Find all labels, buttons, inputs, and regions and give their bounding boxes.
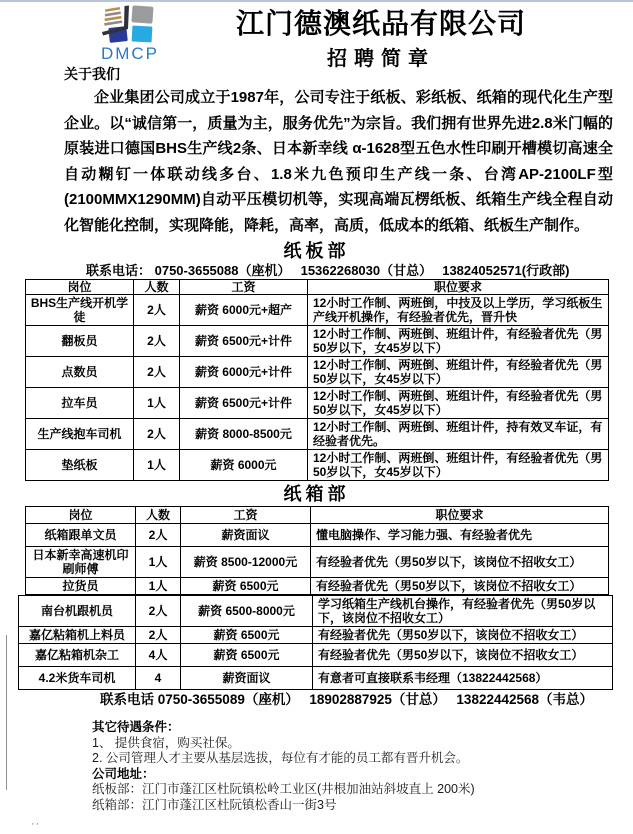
table-header-row (26, 507, 609, 524)
job-position-cell: 垫纸板 (26, 450, 134, 481)
job-wage-cell: 薪资 6000元 (180, 450, 308, 481)
col-header-count: 人数 (134, 280, 180, 295)
job-count-cell: 2人 (136, 627, 181, 644)
job-wage-cell: 薪资面议 (181, 667, 313, 690)
job-wage-cell: 薪资 8500-12000元 (181, 547, 311, 578)
job-count-cell: 4 (136, 667, 181, 690)
col-header-requirements: 职位要求 (311, 507, 609, 524)
company-logo (70, 4, 190, 62)
job-requirements-cell: 12小时工作制、两班倒、班组计件，有经验者优先（男50岁以下，女45岁以下） (308, 388, 609, 419)
job-row (26, 295, 609, 326)
logo-wordmark: DMCP (100, 44, 160, 63)
job-requirements-cell: 有经验者优先（男50岁以下，该岗位不招收女工） (311, 578, 609, 595)
job-count-cell: 2人 (136, 524, 181, 547)
logo-icon (96, 4, 164, 46)
paperboard-heading: 纸板部 (283, 241, 350, 261)
about-paragraph: 企业集团公司成立于1987年，公司专注于纸板、彩纸板、纸箱的现代化生产型企业。以“诚信第一，质量为主，服务优先”为宗旨。我们拥有世界先进2.8米门幅的原装进口德国BHS生产线2条、日本新幸线 α-1628型五色水性印刷开槽模切高速全自动糊钉一体联动线多台、1.8米九色预印生产线一条、台湾AP-2100LF型(2100MMX1290MM)自动平压模切机等，实现高端瓦楞纸板、纸箱生产线全程自动化智能化控制，实现降能，降耗，高率，高质，低成本的纸箱、纸板生产制作。 (64, 89, 613, 234)
col-header-wage: 工资 (181, 507, 311, 524)
job-row (26, 450, 609, 481)
job-requirements-cell: 12小时工作制、两班倒、班组计件，有经验者优先（男50岁以下，女45岁以下） (308, 450, 609, 481)
company-title: 江门德澳纸品有限公司 (235, 8, 526, 39)
job-count-cell: 2人 (136, 596, 181, 627)
about-heading: 关于我们 (64, 66, 120, 82)
paperboard-table (25, 279, 609, 481)
job-row (26, 326, 609, 357)
job-row (26, 388, 609, 419)
title-block (190, 4, 572, 70)
job-wage-cell: 薪资 6500元+计件 (180, 326, 308, 357)
document-header (0, 2, 633, 70)
job-row (26, 419, 609, 450)
benefit-item: 1、 提供食宿，购买社保。 (92, 735, 240, 750)
address-item: 纸板部：江门市蓬江区杜阮镇松岭工业区(井根加油站斜坡直上 200米) (92, 782, 475, 796)
col-header-wage: 工资 (180, 280, 308, 295)
job-row (19, 627, 613, 644)
job-requirements-cell: 学习纸箱生产线机台操作，有经验者优先（男50岁以下，该岗位不招收女工） (313, 596, 613, 627)
job-position-cell: 日本新幸高速机印刷师傅 (26, 547, 136, 578)
job-count-cell: 1人 (136, 547, 181, 578)
job-row (26, 547, 609, 578)
col-header-position: 岗位 (26, 507, 136, 524)
benefits-heading: 其它待遇条件： (92, 720, 180, 734)
job-position-cell: BHS生产线开机学徒 (26, 295, 134, 326)
table-header-row (26, 280, 609, 295)
job-position-cell: 翻板员 (26, 326, 134, 357)
job-position-cell: 拉货员 (26, 578, 136, 595)
document-subtitle: 招聘简章 (327, 48, 435, 70)
col-header-count: 人数 (136, 507, 181, 524)
job-wage-cell: 薪资 6000元+超产 (180, 295, 308, 326)
job-row (26, 578, 609, 595)
address-item: 纸箱部：江门市蓬江区杜阮镇松香山一街3号 (92, 797, 337, 812)
job-row (19, 667, 613, 690)
job-count-cell: 2人 (134, 419, 180, 450)
job-requirements-cell: 12小时工作制、两班倒、班组计件，有经验者优先（男50岁以下，女45岁以下） (308, 326, 609, 357)
carton-table-upper (25, 506, 609, 595)
job-requirements-cell: 12小时工作制、两班倒，中技及以上学历，学习纸板生产线开机操作，有经验者优先，晋升快 (308, 295, 609, 326)
job-requirements-cell: 有意者可直接联系韦经理（13822442568） (313, 667, 613, 690)
job-count-cell: 4人 (136, 644, 181, 667)
job-position-cell: 生产线抱车司机 (26, 419, 134, 450)
job-requirements-cell: 有经验者优先（男50岁以下，该岗位不招收女工） (313, 644, 613, 667)
job-wage-cell: 薪资面议 (181, 524, 311, 547)
carton-contact-line: 联系电话 0750-3655089（座机） 18902887925（甘总） 13822442568（韦总） (100, 692, 594, 707)
job-position-cell: 点数员 (26, 357, 134, 388)
footer-block (92, 720, 633, 813)
job-wage-cell: 薪资 6500-8000元 (181, 596, 313, 627)
job-row (19, 596, 613, 627)
job-wage-cell: 薪资 8000-8500元 (180, 419, 308, 450)
job-requirements-cell: 12小时工作制、两班倒、班组计件，持有效叉车证，有经验者优先。 (308, 419, 609, 450)
paperboard-contact-line: 联系电话： 0750-3655088（座机） 15362268030（甘总） 13824052571(行政部) (86, 263, 570, 278)
page-edge-rule (6, 635, 7, 790)
job-row (19, 644, 613, 667)
job-position-cell: 纸箱跟单文员 (26, 524, 136, 547)
col-header-requirements: 职位要求 (308, 280, 609, 295)
job-wage-cell: 薪资 6500元 (181, 644, 313, 667)
job-count-cell: 1人 (136, 578, 181, 595)
job-position-cell: 拉车员 (26, 388, 134, 419)
address-heading: 公司地址： (92, 766, 155, 781)
benefit-item: 2. 公司管理人才主要从基层选拔，每位有才能的员工都有晋升机会。 (92, 751, 469, 765)
job-position-cell: 嘉亿粘箱机上料员 (19, 627, 136, 644)
carton-table-lower (18, 595, 613, 690)
job-count-cell: 2人 (134, 357, 180, 388)
job-position-cell: 4.2米货车司机 (19, 667, 136, 690)
job-requirements-cell: 懂电脑操作、学习能力强、有经验者优先 (311, 524, 609, 547)
job-wage-cell: 薪资 6500元 (181, 627, 313, 644)
job-count-cell: 2人 (134, 326, 180, 357)
job-row (26, 357, 609, 388)
col-header-position: 岗位 (26, 280, 134, 295)
carton-heading: 纸箱部 (283, 484, 350, 504)
job-count-cell: 1人 (134, 388, 180, 419)
job-wage-cell: 薪资 6000元+计件 (180, 357, 308, 388)
job-requirements-cell: 有经验者优先（男50岁以下，该岗位不招收女工） (311, 547, 609, 578)
job-row (26, 524, 609, 547)
job-count-cell: 2人 (134, 295, 180, 326)
job-wage-cell: 薪资 6500元+计件 (180, 388, 308, 419)
job-position-cell: 嘉亿粘箱机杂工 (19, 644, 136, 667)
job-requirements-cell: 12小时工作制、两班倒、班组计件，有经验者优先（男50岁以下，女45岁以下） (308, 357, 609, 388)
job-count-cell: 1人 (134, 450, 180, 481)
page-artifact-dots: ·· (31, 818, 41, 830)
job-wage-cell: 薪资 6500元 (181, 578, 311, 595)
job-position-cell: 南台机跟机员 (19, 596, 136, 627)
job-requirements-cell: 有经验者优先（男50岁以下，该岗位不招收女工） (313, 627, 613, 644)
